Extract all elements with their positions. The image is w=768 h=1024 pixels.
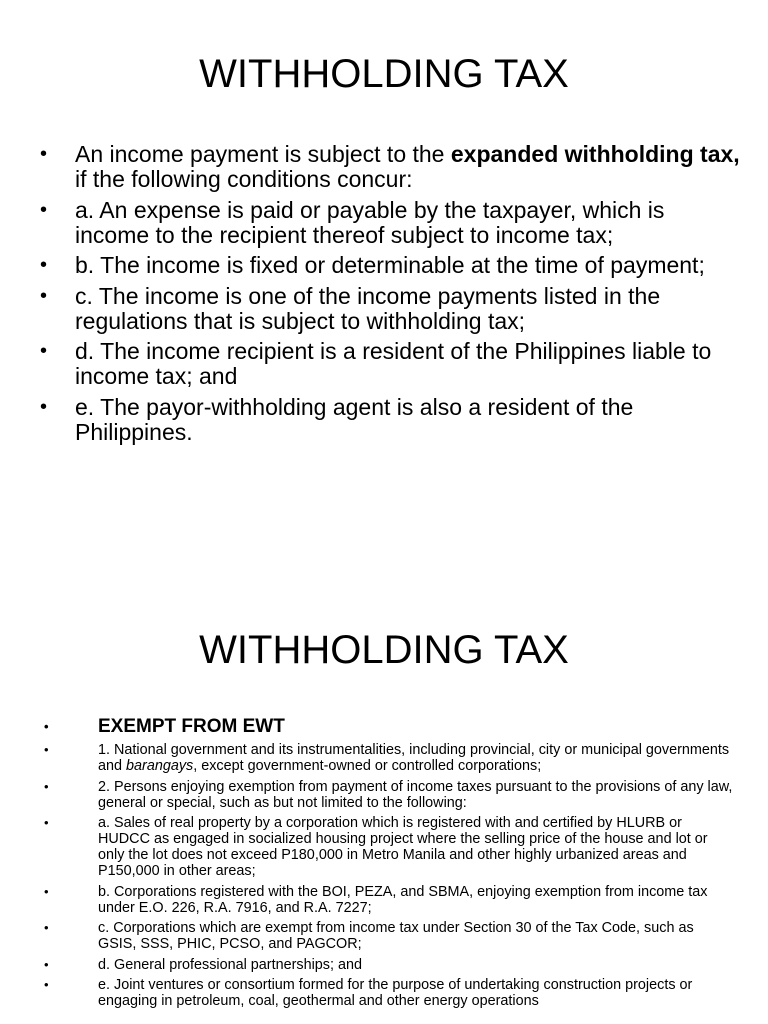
bullet-icon: • — [40, 395, 48, 418]
item-italic-text: barangays — [126, 758, 194, 774]
list-item — [44, 920, 734, 952]
item-text: c. Corporations which are exempt from income tax under Section 30 of the Tax Code, such as GSIS, SSS, PHIC, PCSO, and PAGCOR; — [98, 920, 694, 952]
item-text: if the following conditions concur: — [75, 166, 413, 192]
bullet-icon: • — [40, 284, 48, 307]
bullet-icon: • — [40, 143, 48, 165]
bullet-icon: • — [44, 778, 49, 794]
item-text: 1. National government and its instrumentalities, including provincial, city or municipal governments and — [98, 742, 730, 774]
bullet-icon: • — [44, 883, 49, 899]
list-item — [40, 142, 740, 192]
slide-title: WITHHOLDING TAX — [199, 628, 569, 672]
slide-title: WITHHOLDING TAX — [199, 52, 569, 96]
item-text: b. Corporations registered with the BOI, PEZA, and SBMA, enjoying exemption from income tax under E.O. 226, R.A. 7916, and R.A. 7227; — [98, 883, 708, 916]
item-text: 2. Persons enjoying exemption from payment of income taxes pursuant to the provisions of any law, general or special, such as but not limited to the following: — [98, 778, 733, 811]
list-item — [44, 742, 734, 774]
list-item — [44, 884, 734, 916]
heading-text: EXEMPT FROM EWT — [98, 716, 285, 737]
list-item — [44, 815, 734, 879]
list-item — [44, 779, 734, 811]
list-heading — [44, 716, 734, 738]
bullet-icon: • — [40, 340, 48, 362]
item-text: a. An expense is paid or payable by the taxpayer, which is income to the recipient thereof subject to income tax; — [75, 196, 665, 248]
item-text: b. The income is fixed or determinable at the time of payment; — [75, 252, 705, 278]
item-text: e. The payor-withholding agent is also a resident of the Philippines. — [75, 393, 634, 445]
list-item — [40, 395, 740, 445]
bullet-icon: • — [40, 198, 48, 221]
bullet-icon: • — [44, 920, 49, 935]
list-item — [44, 957, 734, 973]
bullet-icon: • — [44, 977, 49, 992]
bullet-icon: • — [44, 815, 49, 830]
list-item — [40, 339, 740, 389]
slide-2 — [0, 580, 768, 1024]
bullet-icon: • — [44, 956, 49, 972]
item-text: An income payment is subject to the — [75, 141, 451, 167]
bullet-list — [40, 142, 740, 450]
list-item — [40, 198, 740, 248]
item-text: d. The income recipient is a resident of the Philippines liable to income tax; and — [75, 338, 712, 389]
bullet-icon: • — [44, 742, 49, 757]
bullet-icon: • — [44, 719, 49, 734]
item-text: , except government-owned or controlled corporations; — [193, 758, 542, 774]
list-item — [44, 977, 734, 1009]
list-item — [40, 253, 740, 278]
item-text: c. The income is one of the income payments listed in the regulations that is subject to withholding tax; — [75, 282, 661, 334]
item-text: e. Joint ventures or consortium formed for the purpose of undertaking construction projects or engaging in petroleum, coal, geothermal and other energy operations — [98, 977, 693, 1009]
item-text: a. Sales of real property by a corporation which is registered with and certified by HLURB or HUDCC as engaged in socialized housing project where the selling price of the house and lot or only the lot does not exceed P180,000 in Metro Manila and other highly urbanized areas and P150,000 in other areas; — [98, 815, 708, 879]
bullet-list — [44, 716, 734, 1014]
list-item — [40, 284, 740, 334]
item-bold-text: expanded withholding tax, — [450, 141, 740, 167]
item-text: d. General professional partnerships; and — [98, 956, 362, 973]
bullet-icon: • — [40, 254, 48, 276]
